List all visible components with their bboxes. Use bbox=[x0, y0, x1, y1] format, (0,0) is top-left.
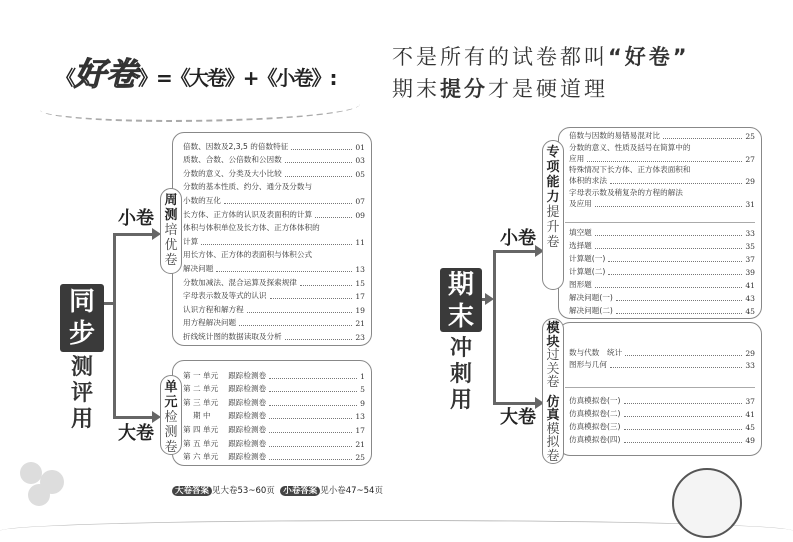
toc-item-title: 分数加减法、混合运算及探索规律 bbox=[183, 277, 297, 287]
small-volume-label: 小卷 bbox=[500, 228, 536, 249]
toc-item-page: 1 bbox=[360, 371, 365, 381]
sync-sub-label bbox=[60, 355, 104, 433]
toc-item-page: 01 bbox=[355, 142, 365, 152]
toc-item[interactable] bbox=[569, 345, 755, 358]
toc-item[interactable] bbox=[183, 260, 365, 274]
dot-leader bbox=[595, 206, 743, 207]
pill-char: 关 bbox=[546, 361, 560, 377]
toc-item[interactable] bbox=[569, 393, 755, 406]
toc-item-title: 仿真模拟卷(一) bbox=[569, 396, 621, 405]
toc-item-title: 倍数与因数的易错易混对比 bbox=[569, 131, 661, 141]
logo: 好卷 bbox=[74, 56, 139, 93]
slogan-emphasis: 提分 bbox=[440, 77, 488, 101]
small-volume-label: 小卷 bbox=[118, 208, 154, 229]
weekly-pill bbox=[160, 188, 182, 274]
pill-char: 提 bbox=[546, 205, 560, 220]
label-char: 期 bbox=[447, 270, 474, 300]
toc-item-page: 27 bbox=[745, 154, 755, 164]
connector-line bbox=[493, 250, 496, 405]
dot-leader bbox=[270, 298, 353, 299]
toc-item-page: 39 bbox=[745, 268, 755, 277]
toc-item-title: 解决问题 bbox=[183, 263, 214, 273]
big-answer-tag: 大卷答案 bbox=[172, 486, 212, 496]
toc-item-page: 45 bbox=[745, 423, 755, 432]
toc-list bbox=[183, 138, 365, 342]
dot-leader bbox=[608, 274, 742, 275]
big-volume-label: 大卷 bbox=[118, 423, 154, 444]
big-volume-label: 大卷 bbox=[500, 407, 536, 428]
toc-item[interactable] bbox=[183, 274, 365, 288]
toc-item[interactable] bbox=[183, 165, 365, 179]
clover-decoration bbox=[20, 462, 42, 484]
pill-char: 升 bbox=[546, 220, 560, 235]
special-toc-box bbox=[558, 127, 762, 319]
toc-item[interactable] bbox=[183, 247, 365, 261]
toc-list bbox=[569, 130, 755, 209]
toc-item-title: 第 三 单元 跟踪检测卷 bbox=[183, 397, 267, 407]
dot-leader bbox=[269, 418, 352, 419]
small-answer-tag: 小卷答案 bbox=[280, 486, 320, 496]
module-mock-pill bbox=[542, 318, 564, 464]
toc-item-title: 字母表示数及等式的认识 bbox=[183, 291, 267, 301]
toc-item-page: 15 bbox=[355, 278, 365, 288]
toc-item-title: 第 一 单元 跟踪检测卷 bbox=[183, 370, 267, 380]
toc-item-title: 折线统计图的数据读取及分析 bbox=[183, 331, 282, 341]
toc-item[interactable] bbox=[569, 175, 755, 186]
toc-item-page: 9 bbox=[360, 398, 365, 408]
toc-item[interactable] bbox=[569, 141, 755, 152]
slogan-text: 不是所有的试卷都叫 bbox=[392, 45, 608, 69]
label-char: 用 bbox=[70, 407, 93, 432]
toc-item[interactable] bbox=[569, 303, 755, 316]
toc-item[interactable] bbox=[183, 179, 365, 193]
pill-char: 项 bbox=[546, 160, 560, 175]
toc-item[interactable] bbox=[183, 301, 365, 315]
toc-item[interactable] bbox=[183, 233, 365, 247]
dot-leader bbox=[269, 432, 352, 433]
pill-char: 卷 bbox=[546, 235, 560, 250]
toc-item[interactable] bbox=[183, 328, 365, 342]
label-char: 评 bbox=[70, 381, 93, 406]
dot-leader bbox=[624, 429, 743, 430]
toc-item[interactable] bbox=[569, 432, 755, 445]
toc-item-page: 33 bbox=[745, 361, 755, 370]
toc-item[interactable] bbox=[183, 220, 365, 234]
toc-item[interactable] bbox=[569, 130, 755, 141]
label-char: 冲 bbox=[449, 336, 472, 361]
dot-leader bbox=[269, 459, 352, 460]
toc-item-title: 第 二 单元 跟踪检测卷 bbox=[183, 384, 267, 394]
toc-item[interactable] bbox=[569, 198, 755, 209]
toc-item[interactable] bbox=[183, 288, 365, 302]
unit-toc-box bbox=[172, 360, 372, 466]
toc-item-title: 应用 bbox=[569, 153, 585, 163]
toc-item-title: 期 中 跟踪检测卷 bbox=[183, 411, 267, 421]
dot-leader bbox=[625, 355, 742, 356]
toc-item-title: 倍数、因数及2,3,5 的倍数特征 bbox=[183, 141, 289, 151]
pill-char: 周 bbox=[164, 193, 178, 208]
toc-item-title: 质数、合数、公倍数和公因数 bbox=[183, 155, 282, 165]
divider bbox=[565, 222, 755, 223]
pill-char: 培 bbox=[164, 223, 178, 238]
pill-char: 单 bbox=[164, 380, 178, 395]
toc-item[interactable] bbox=[569, 238, 755, 251]
pill-char: 模 bbox=[546, 421, 560, 437]
bracket: 》 bbox=[138, 66, 157, 90]
toc-list bbox=[569, 225, 755, 316]
dot-leader bbox=[291, 149, 352, 150]
toc-item[interactable] bbox=[569, 186, 755, 197]
slogan-text: 才是硬道理 bbox=[488, 77, 608, 101]
toc-item[interactable] bbox=[569, 419, 755, 432]
toc-item-page: 29 bbox=[745, 177, 755, 187]
toc-item[interactable] bbox=[183, 421, 365, 435]
dot-leader bbox=[616, 300, 742, 301]
toc-item-page: 17 bbox=[355, 292, 365, 302]
slogan-line-2 bbox=[392, 76, 608, 102]
toc-item[interactable] bbox=[183, 315, 365, 329]
toc-item-page: 09 bbox=[355, 210, 365, 220]
dot-leader bbox=[300, 285, 352, 286]
toc-item[interactable] bbox=[183, 138, 365, 152]
dot-leader bbox=[663, 138, 742, 139]
dot-leader bbox=[624, 416, 743, 417]
toc-item-title: 第 六 单元 跟踪检测卷 bbox=[183, 452, 267, 462]
toc-item-title: 用方程解决问题 bbox=[183, 318, 237, 328]
toc-item-page: 37 bbox=[745, 255, 755, 264]
toc-item[interactable] bbox=[569, 225, 755, 238]
toc-item-title: 数与代数 统计 bbox=[569, 347, 623, 357]
toc-item[interactable] bbox=[569, 251, 755, 264]
dot-leader bbox=[269, 405, 357, 406]
toc-item-page: 41 bbox=[745, 281, 755, 290]
toc-item[interactable] bbox=[183, 152, 365, 166]
dot-leader bbox=[616, 313, 742, 314]
dot-leader bbox=[624, 403, 743, 404]
toc-item-title: 及应用 bbox=[569, 199, 592, 209]
dot-leader bbox=[285, 339, 353, 340]
dot-leader bbox=[285, 176, 353, 177]
toc-list bbox=[183, 367, 365, 462]
toc-item-page: 07 bbox=[355, 196, 365, 206]
mascot-illustration bbox=[672, 468, 742, 538]
pill-char: 卷 bbox=[164, 440, 178, 455]
dot-leader bbox=[247, 312, 353, 313]
toc-item-page: 31 bbox=[745, 200, 755, 210]
bracket: 《 bbox=[56, 66, 74, 90]
pill-char: 真 bbox=[546, 408, 560, 423]
dot-leader bbox=[610, 183, 742, 184]
dot-leader bbox=[216, 271, 352, 272]
toc-item-title: 解决问题(一) bbox=[569, 293, 613, 302]
dot-leader bbox=[587, 161, 742, 162]
toc-list bbox=[569, 345, 755, 370]
pill-char: 卷 bbox=[546, 375, 560, 390]
toc-item[interactable] bbox=[569, 153, 755, 164]
toc-item-title: 体积与体积单位及长方体、正方体体积的 bbox=[183, 223, 320, 233]
connector-line bbox=[113, 233, 155, 236]
toc-item-page: 05 bbox=[355, 169, 365, 179]
pill-char: 测 bbox=[164, 208, 178, 223]
toc-item-page: 03 bbox=[355, 156, 365, 166]
pill-char: 检 bbox=[164, 410, 178, 425]
toc-item-title: 图形与几何 bbox=[569, 360, 607, 369]
toc-item-page: 25 bbox=[355, 453, 365, 463]
toc-item-title: 选择题 bbox=[569, 241, 592, 250]
pill-char: 测 bbox=[164, 425, 178, 440]
pill-char: 卷 bbox=[164, 253, 178, 268]
pill-char: 力 bbox=[546, 190, 560, 205]
dot-leader bbox=[201, 244, 352, 245]
toc-item-page: 17 bbox=[355, 425, 365, 435]
toc-item-title: 分数的基本性质、约分、通分及分数与 bbox=[183, 182, 313, 192]
toc-item-title: 长方体、正方体的认识及表面积的计算 bbox=[183, 209, 313, 219]
pill-char: 专 bbox=[546, 145, 560, 160]
toc-item-title: 计算题(二) bbox=[569, 267, 606, 276]
pill-char: 块 bbox=[546, 334, 560, 350]
toc-item-title: 解决问题(二) bbox=[569, 306, 613, 315]
pill-char: 仿 bbox=[546, 394, 560, 410]
ground-decoration bbox=[0, 520, 793, 542]
toc-item[interactable] bbox=[183, 449, 365, 463]
dot-leader bbox=[269, 378, 357, 379]
pill-char: 模 bbox=[546, 321, 560, 336]
toc-item-page: 41 bbox=[745, 410, 755, 419]
dot-leader bbox=[315, 217, 352, 218]
pill-char: 能 bbox=[546, 175, 560, 190]
pill-char: 元 bbox=[164, 395, 178, 410]
pill-char: 卷 bbox=[546, 448, 560, 464]
toc-item[interactable] bbox=[183, 367, 365, 381]
divider bbox=[565, 387, 755, 388]
connector-line bbox=[113, 233, 116, 419]
toc-item-page: 29 bbox=[745, 348, 755, 358]
toc-item[interactable] bbox=[183, 381, 365, 395]
toc-item-page: 23 bbox=[355, 332, 365, 342]
module-toc-box bbox=[558, 322, 762, 456]
toc-item-title: 特殊情况下长方体、正方体表面积和 bbox=[569, 165, 691, 175]
unit-pill bbox=[160, 375, 182, 455]
toc-item-title: 仿真模拟卷(三) bbox=[569, 422, 621, 431]
slogan-line-1 bbox=[392, 44, 690, 70]
toc-item-page: 33 bbox=[745, 229, 755, 238]
dot-leader bbox=[239, 325, 352, 326]
pill-char: 优 bbox=[164, 238, 178, 253]
dot-leader bbox=[624, 442, 743, 443]
toc-item-page: 37 bbox=[745, 397, 755, 406]
toc-item-page: 49 bbox=[745, 436, 755, 445]
toc-item-title: 仿真模拟卷(四) bbox=[569, 435, 621, 444]
toc-item[interactable] bbox=[183, 394, 365, 408]
toc-item-title: 仿真模拟卷(二) bbox=[569, 409, 621, 418]
toc-item-page: 21 bbox=[355, 439, 365, 449]
toc-item-page: 11 bbox=[355, 237, 365, 247]
dot-leader bbox=[224, 203, 352, 204]
sync-label-box bbox=[60, 284, 104, 352]
big-answer-text: 见大卷53~60页 bbox=[212, 486, 275, 496]
toc-item-title: 第 四 单元 跟踪检测卷 bbox=[183, 424, 267, 434]
toc-item-page: 21 bbox=[355, 319, 365, 329]
toc-item[interactable] bbox=[183, 435, 365, 449]
toc-item[interactable] bbox=[569, 290, 755, 303]
toc-item-page: 13 bbox=[355, 412, 365, 422]
slogan-emphasis: “好卷” bbox=[608, 45, 690, 69]
dot-leader bbox=[269, 446, 352, 447]
slogan-text: 期末 bbox=[392, 77, 440, 101]
dot-leader bbox=[269, 391, 357, 392]
toc-item[interactable] bbox=[183, 192, 365, 206]
toc-item[interactable] bbox=[183, 206, 365, 220]
clover-decoration bbox=[28, 484, 50, 506]
toc-item-title: 填空题 bbox=[569, 228, 592, 237]
dot-leader bbox=[595, 235, 743, 236]
toc-item-title: 图形题 bbox=[569, 280, 592, 289]
dot-leader bbox=[595, 287, 743, 288]
toc-item-title: 计算 bbox=[183, 236, 199, 246]
toc-item-page: 13 bbox=[355, 264, 365, 274]
dot-leader bbox=[610, 367, 742, 368]
toc-item-title: 用长方体、正方体的表面积与体积公式 bbox=[183, 250, 313, 260]
label-char: 同 bbox=[68, 287, 95, 317]
label-char: 用 bbox=[449, 388, 472, 413]
toc-item-title: 体积的求法 bbox=[569, 176, 607, 186]
dot-leader bbox=[285, 162, 353, 163]
toc-item-title: 计算题(一) bbox=[569, 254, 606, 263]
dot-leader bbox=[608, 261, 742, 262]
label-char: 刺 bbox=[449, 362, 472, 387]
pill-char: 拟 bbox=[546, 435, 560, 450]
toc-item[interactable] bbox=[183, 408, 365, 422]
toc-item-page: 5 bbox=[360, 385, 365, 395]
toc-item[interactable] bbox=[569, 277, 755, 290]
toc-item-page: 19 bbox=[355, 305, 365, 315]
toc-item-title: 分数的意义、分类及大小比较 bbox=[183, 168, 282, 178]
label-char: 末 bbox=[447, 302, 474, 332]
toc-item-title: 第 五 单元 跟踪检测卷 bbox=[183, 438, 267, 448]
brand-title bbox=[56, 56, 382, 96]
answer-note bbox=[172, 484, 383, 496]
final-sub-label bbox=[440, 336, 482, 414]
pill-char: 过 bbox=[546, 348, 560, 363]
connector-line bbox=[493, 250, 538, 253]
small-answer-text: 见小卷47~54页 bbox=[320, 486, 383, 496]
toc-item-title: 字母表示数及稍复杂的方程的解法 bbox=[569, 187, 683, 197]
toc-item[interactable] bbox=[569, 406, 755, 419]
toc-item-page: 45 bbox=[745, 307, 755, 316]
label-char: 步 bbox=[68, 319, 95, 349]
label-char: 测 bbox=[70, 355, 93, 380]
toc-item-page: 35 bbox=[745, 242, 755, 251]
toc-item-page: 25 bbox=[745, 132, 755, 142]
dot-leader bbox=[595, 248, 743, 249]
toc-item-title: 小数的互化 bbox=[183, 195, 221, 205]
toc-item[interactable] bbox=[569, 264, 755, 277]
toc-item-page: 43 bbox=[745, 294, 755, 303]
toc-item-title: 认识方程和解方程 bbox=[183, 304, 244, 314]
toc-item-title: 分数的意义、性质及括号在简算中的 bbox=[569, 142, 691, 152]
special-pill bbox=[542, 140, 564, 290]
weekly-toc-box bbox=[172, 132, 372, 346]
equation: =《大卷》+《小卷》: bbox=[156, 66, 336, 90]
toc-list bbox=[569, 393, 755, 445]
decorative-swoosh bbox=[40, 92, 360, 122]
toc-item[interactable] bbox=[569, 164, 755, 175]
final-label-box bbox=[440, 268, 482, 332]
toc-item[interactable] bbox=[569, 358, 755, 371]
